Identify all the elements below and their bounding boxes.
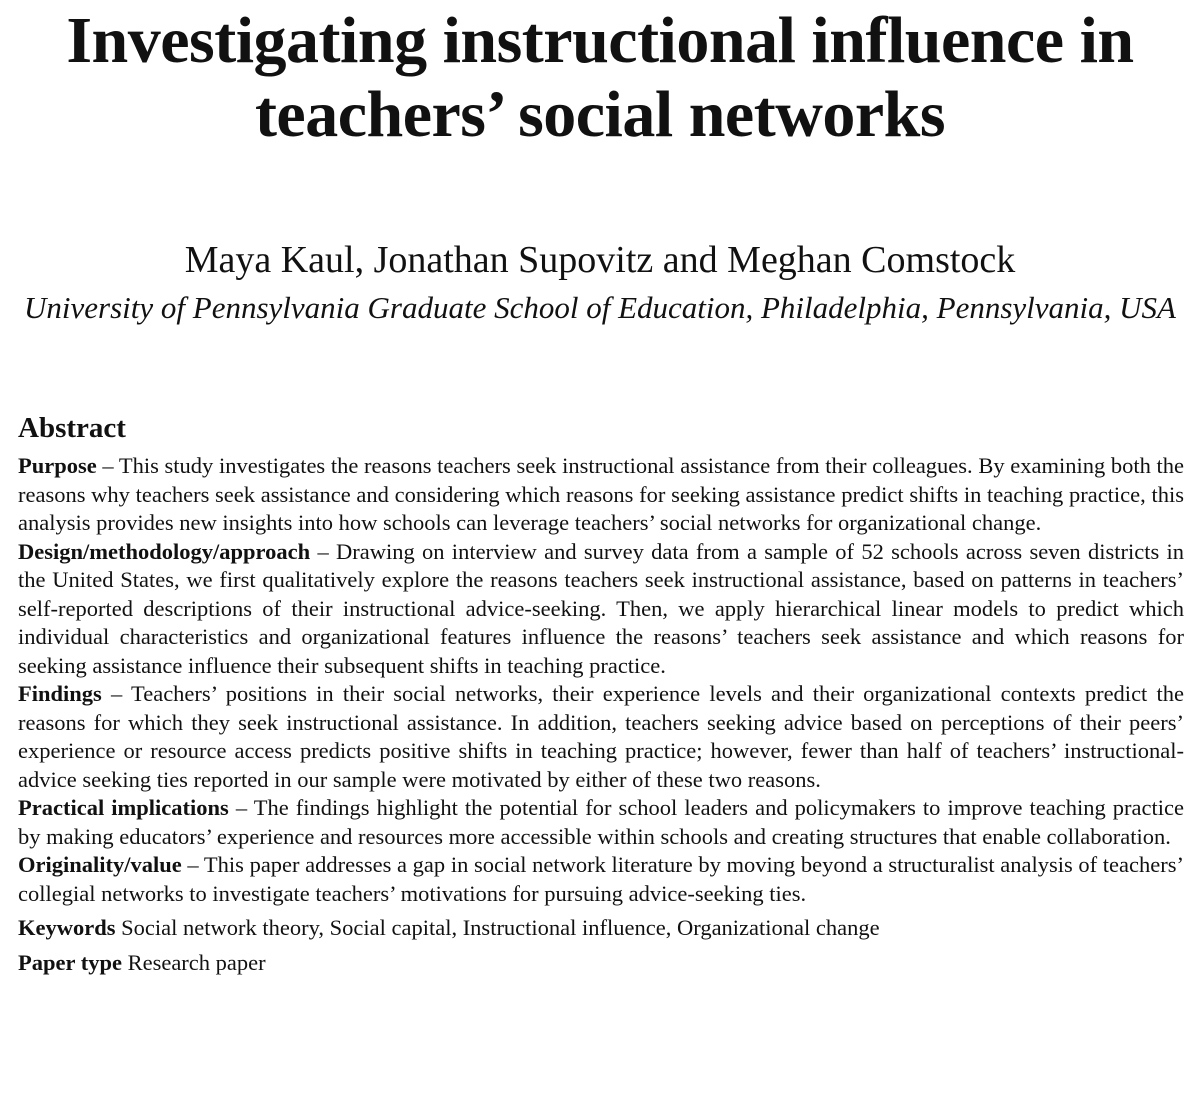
abstract-section-text: – This paper addresses a gap in social network literature by moving beyond a structuralist analysis of teachers’ collegial networks to investigate teachers’ motivations for pursuing advice-seeking ties. — [18, 852, 1184, 906]
abstract-purpose — [18, 452, 1184, 538]
author-list: Maya Kaul, Jonathan Supovitz and Meghan Comstock — [184, 239, 1016, 281]
abstract-section-label: Findings — [18, 681, 102, 706]
abstract-heading: Abstract — [18, 412, 126, 444]
abstract-section-text: – This study investigates the reasons teachers seek instructional assistance from their colleagues. By examining both the reasons why teachers seek assistance and considering which reasons for seeking assistance predict shifts in teaching practice, this analysis provides new insights into how schools can leverage teachers’ social networks for organizational change. — [18, 453, 1185, 535]
abstract-section-text: – Teachers’ positions in their social networks, their experience levels and their organizational contexts predict the reasons for which they seek instructional assistance. In addition, teachers seeking advice based on perceptions of their peers’ experience or resource access predicts positive shifts in teaching practice; however, fewer than half of teachers’ instructional-advice seeking ties reported in our sample were motivated by either of these two reasons. — [18, 681, 1184, 792]
paper-title — [0, 4, 1200, 152]
abstract-practical-implications — [18, 794, 1184, 851]
keywords-label: Keywords — [18, 915, 116, 940]
paper-type-line — [18, 949, 1184, 978]
abstract-design-methodology — [18, 538, 1184, 681]
keywords-text: Social network theory, Social capital, Instructional influence, Organizational change — [121, 915, 880, 940]
abstract-originality-value — [18, 851, 1184, 908]
abstract-section-label: Practical implications — [18, 795, 229, 820]
abstract-findings — [18, 680, 1184, 794]
abstract-section — [18, 408, 1184, 977]
keywords-line — [18, 914, 1184, 943]
abstract-section-text: – Drawing on interview and survey data from a sample of 52 schools across seven districts in the United States, we first qualitatively explore the reasons teachers seek instructional assistance, based on patterns in teachers’ self-reported descriptions of their instructional advice-seeking. Then, we apply hierarchical linear models to predict which individual characteristics and organizational features influence the reasons’ teachers seek assistance and which reasons for seeking assistance influence their subsequent shifts in teaching practice. — [18, 538, 1185, 678]
author-affiliation: University of Pennsylvania Graduate School of Education, Philadelphia, Pennsylvania, USA — [24, 290, 1176, 325]
paper-type-text: Research paper — [127, 949, 266, 975]
abstract-section-label: Purpose — [18, 453, 97, 478]
abstract-section-label: Design/methodology/approach — [18, 538, 311, 564]
abstract-section-label: Originality/value — [18, 852, 182, 877]
paper-title-text: Investigating instructional influence in teachers’ social networks — [66, 4, 1134, 151]
paper-type-label: Paper type — [18, 949, 122, 975]
abstract-section-text: – The findings highlight the potential for school leaders and policymakers to improve teaching practice by making educators’ experience and resources more accessible within schools and creating structures that enable collaboration. — [18, 795, 1184, 849]
